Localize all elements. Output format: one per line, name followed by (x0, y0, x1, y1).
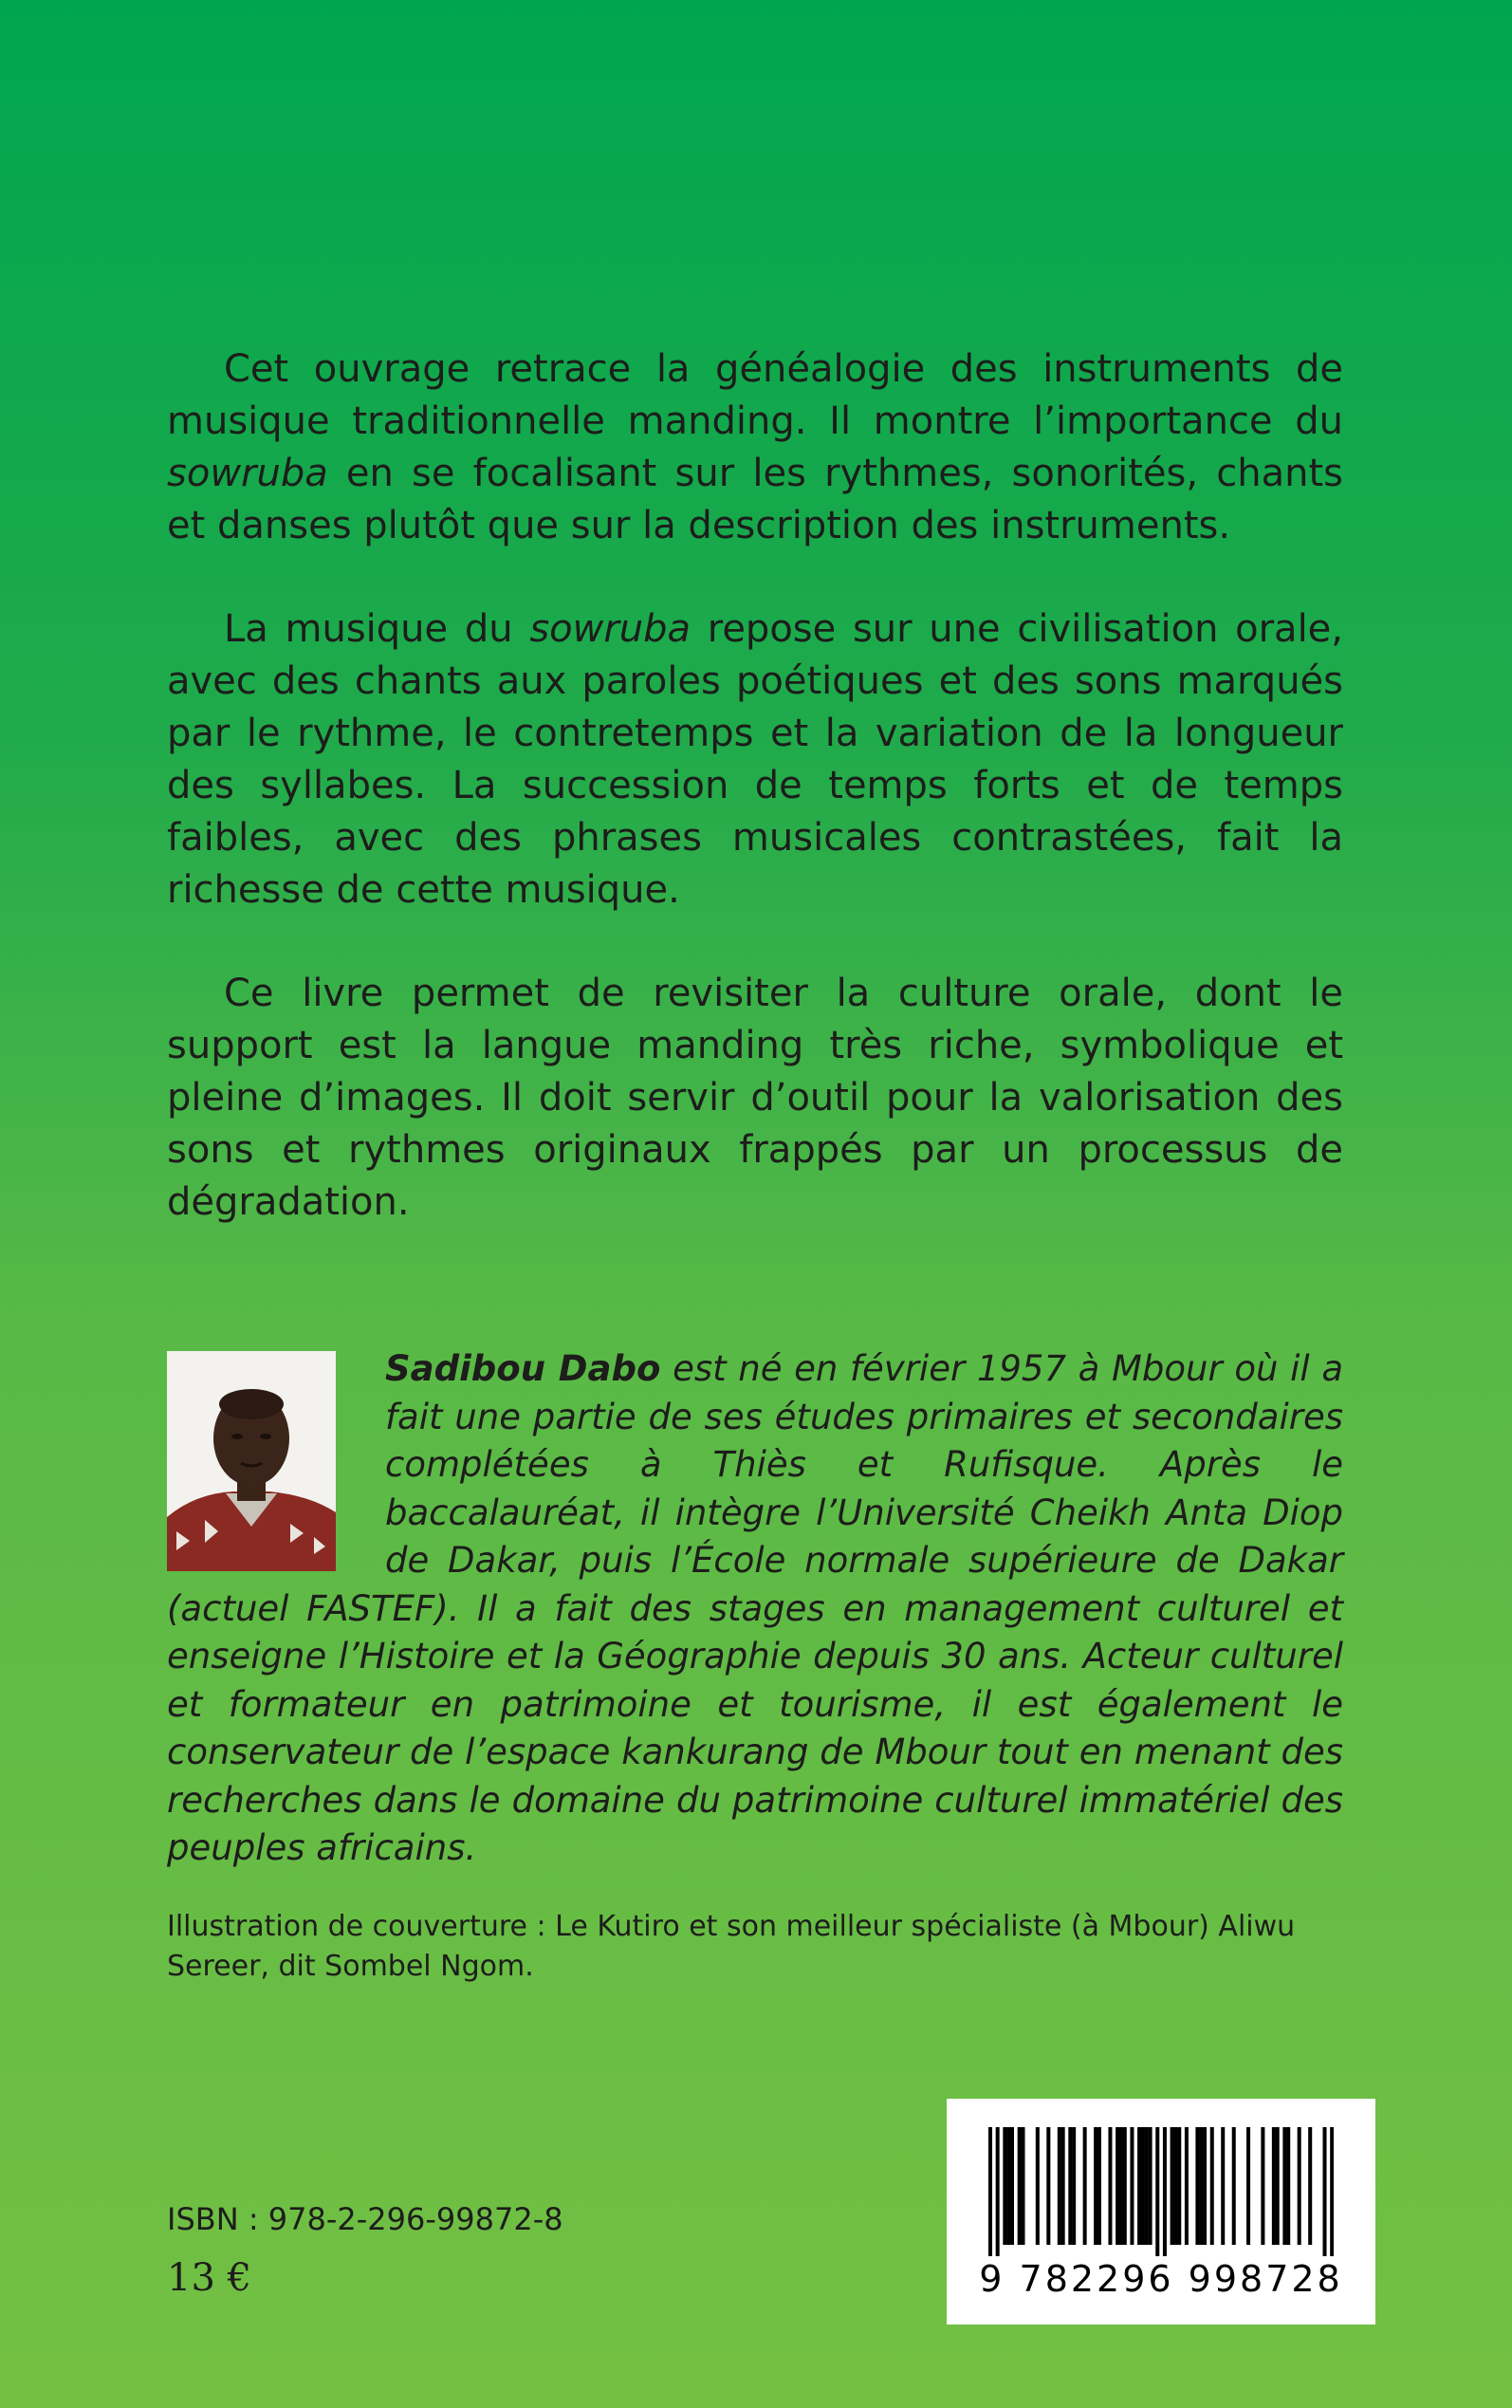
barcode-bar (1286, 2127, 1290, 2245)
barcode-bar (1083, 2127, 1087, 2245)
barcode-bar (1155, 2127, 1159, 2256)
isbn: ISBN : 978-2-296-99872-8 (167, 2201, 563, 2237)
barcode-bar (1068, 2127, 1072, 2245)
barcode-bar (1094, 2127, 1097, 2245)
barcode-bar (1177, 2127, 1181, 2245)
barcode-bar (1203, 2127, 1207, 2245)
barcode-bar (1123, 2127, 1127, 2245)
barcode-bar (1072, 2127, 1076, 2245)
author-section (167, 1345, 1343, 1873)
barcode-bar (1006, 2127, 1010, 2245)
blurb-paragraph-2: La musique du sowruba repose sur une civilisation orale, avec des chants aux paroles poétiques et des sons marqués par le rythme, le contretemps et la variation de la longueur des syllabes. La succession de temps forts et de temps faibles, avec des phrases musicales contrastées, fait la richesse de cette musique. (167, 607, 1344, 912)
barcode-bar (1163, 2127, 1167, 2256)
cover-illustration-credit: Illustration de couverture : Le Kutiro et son meilleur spécialiste (à Mbour) Aliwu Sereer, dit Sombel Ngom. (167, 1910, 1296, 1983)
barcode-bars (988, 2127, 1334, 2256)
barcode-bar (1058, 2127, 1061, 2245)
barcode-bar (1171, 2127, 1174, 2245)
barcode-bar (1185, 2127, 1189, 2245)
barcode-bar (1210, 2127, 1214, 2245)
barcode-bar (1323, 2127, 1327, 2256)
term-sowruba: sowruba (529, 607, 691, 651)
barcode-bar (1199, 2127, 1203, 2245)
barcode-bar (1232, 2127, 1236, 2245)
barcode-bar (1173, 2127, 1177, 2245)
barcode-bar (1330, 2127, 1334, 2256)
barcode-bar (1130, 2127, 1134, 2245)
barcode-bar (1116, 2127, 1119, 2245)
barcode-bar (1137, 2127, 1141, 2245)
barcode-bar (1108, 2127, 1112, 2245)
barcode-bar (1261, 2127, 1264, 2245)
author-name: Sadibou Dabo (385, 1348, 661, 1389)
blurb-paragraph-1: Cet ouvrage retrace la généalogie des instruments de musique traditionnelle manding. Il montre l’importance du sowruba en se focalisant sur les rythmes, sonorités, chants et danses plutôt que sur la description des instruments. (167, 347, 1343, 547)
barcode-bar (988, 2127, 992, 2256)
barcode-bar (1021, 2127, 1024, 2245)
term-sowruba: sowruba (167, 452, 328, 495)
barcode-digits: 9 782296 998728 (979, 2258, 1343, 2300)
barcode-bar (1282, 2127, 1286, 2245)
barcode-bar (1119, 2127, 1123, 2245)
barcode-bar (1046, 2127, 1050, 2245)
barcode-bar (1272, 2127, 1276, 2245)
author-bio: Sadibou Dabo est né en février 1957 à Mbour où il a fait une partie de ses études primaires et secondaires complétées à Thiès et Rufisque. Après le baccalauréat, il intègre l’Université Cheikh Anta Diop de Dakar, puis l’École normale supérieure de Dakar (actuel FASTEF). Il a fait des stages en management culturel et enseigne l’Histoire et la Géographie depuis 30 ans. Acteur culturel et formateur en patrimoine et tourisme, il est également le conservateur de l’espace kankurang de Mbour tout en menant des recherches dans le domaine du patrimoine culturel immatériel des peuples africains. (167, 1348, 1344, 1868)
blurb-paragraph-3: Ce livre permet de revisiter la culture orale, dont le support est la langue manding très riche, symbolique et pleine d’images. Il doit servir d’outil pour la valorisation des sons et rythmes originaux frappés par un processus de dégradation. (167, 972, 1343, 1224)
barcode-bar (1036, 2127, 1040, 2245)
back-cover-blurb (167, 343, 1343, 1280)
barcode-bar (996, 2127, 1000, 2256)
barcode-bar (1298, 2127, 1301, 2245)
price: 13 € (167, 2256, 252, 2300)
barcode (947, 2099, 1375, 2325)
barcode-bar (1010, 2127, 1014, 2245)
barcode-bar (1141, 2127, 1145, 2245)
barcode-bar (1195, 2127, 1199, 2245)
barcode-bar (1018, 2127, 1022, 2245)
barcode-bar (1061, 2127, 1065, 2245)
barcode-bar (1276, 2127, 1280, 2245)
barcode-bar (1003, 2127, 1006, 2245)
barcode-bar (1308, 2127, 1312, 2245)
barcode-bar (1246, 2127, 1250, 2245)
author-photo (167, 1351, 336, 1571)
barcode-bar (1149, 2127, 1152, 2245)
barcode-bar (1097, 2127, 1101, 2245)
barcode-bar (1221, 2127, 1225, 2245)
barcode-bar (1145, 2127, 1149, 2245)
